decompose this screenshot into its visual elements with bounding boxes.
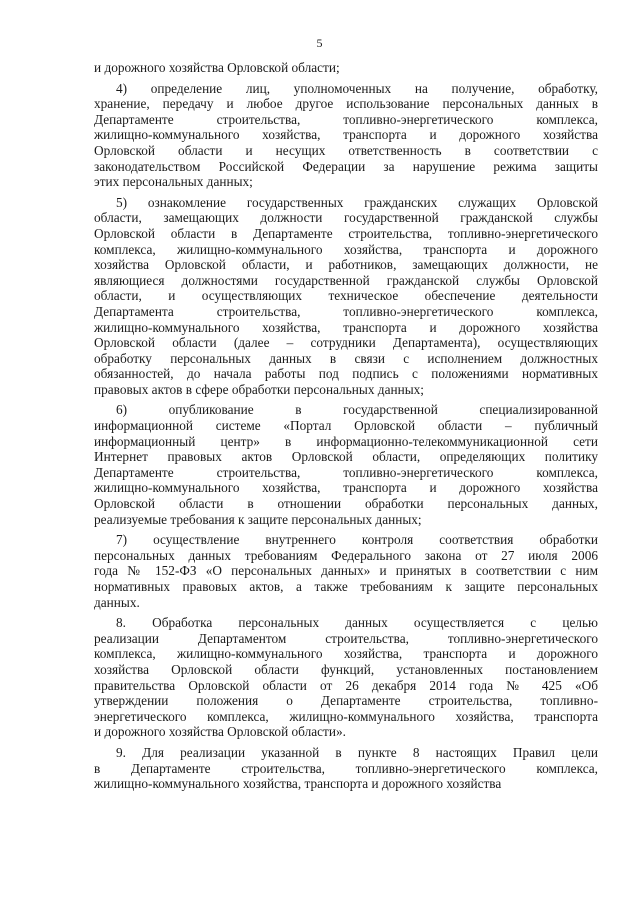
text-line: 4) определение лиц, уполномоченных на получение, обработку, (116, 80, 598, 96)
text-line: хозяйства Орловской области, и работников, замещающих должности, не (94, 257, 598, 273)
text-line: хранение, передачу и любое другое использование персональных данных в (94, 96, 598, 112)
text-line: информационный центр» в информационно-телекоммуникационной сети (94, 433, 598, 449)
text-line: области, и осуществляющих техническое обеспечение деятельности (94, 288, 598, 304)
text-line: 8. Обработка персональных данных осуществляется с целью (116, 615, 598, 631)
text-line: информационной системе «Портал Орловской области – публичный (94, 418, 598, 434)
paragraph (94, 745, 598, 792)
text-line: являющиеся должностями государственной гражданской службы Орловской (94, 272, 598, 288)
text-line: жилищно-коммунального хозяйства, транспорта и дорожного хозяйства (94, 319, 598, 335)
text-line: реализации Департаментом строительства, топливно-энергетического (94, 630, 598, 646)
text-line: нормативных правовых актов, а также требованиям к защите персональных (94, 579, 598, 594)
text-line: Орловской области в отношении обработки персональных данных, (94, 496, 598, 512)
document-body (94, 60, 598, 797)
paragraph (94, 60, 598, 76)
text-line: Орловской области в Департаменте строительства, топливно-энергетического (94, 225, 598, 241)
text-line: правительства Орловской области от 26 декабря 2014 года № 425 «Об (94, 677, 598, 693)
text-line: Департаменте строительства, топливно-энергетического комплекса, (94, 111, 598, 127)
text-line: и дорожного хозяйства Орловской области; (94, 60, 340, 75)
text-line: жилищно-коммунального хозяйства, транспорта и дорожного хозяйства (94, 127, 598, 143)
text-line: жилищно-коммунального хозяйства, транспорта и дорожного хозяйства (94, 776, 502, 792)
paragraph (94, 402, 598, 527)
text-line: года № 152-ФЗ «О персональных данных» и принятых в соответствии с ним (94, 563, 598, 579)
text-line: данных. (94, 594, 140, 610)
text-line: Департамента строительства, топливно-энергетического комплекса, (94, 303, 598, 319)
paragraph (94, 81, 598, 190)
text-line: и дорожного хозяйства Орловской области». (94, 724, 346, 740)
text-line: обязанностей, до начала работы под подпись с положениями нормативных (94, 366, 598, 382)
text-line: правовых актов в сфере обработки персональных данных; (94, 381, 424, 397)
text-line: 6) опубликование в государственной специализированной (116, 402, 598, 418)
text-line: комплекса, жилищно-коммунального хозяйства, транспорта и дорожного (94, 241, 598, 257)
text-line: области, замещающих должности государственной гражданской службы (94, 210, 598, 226)
paragraph (94, 615, 598, 740)
text-line: обработку персональных данных в связи с исполнением должностных (94, 350, 598, 366)
text-line: жилищно-коммунального хозяйства, транспорта и дорожного хозяйства (94, 480, 598, 496)
page-number: 5 (316, 36, 323, 50)
text-line: комплекса, жилищно-коммунального хозяйства, транспорта и дорожного (94, 646, 598, 662)
text-line: утверждении положения о Департаменте строительства, топливно- (94, 693, 598, 709)
text-line: законодательством Российской Федерации за нарушение режима защиты (94, 158, 598, 174)
text-line: 7) осуществление внутреннего контроля соответствия обработки (116, 532, 598, 548)
text-line: 5) ознакомление государственных гражданских служащих Орловской (116, 194, 598, 210)
text-line: этих персональных данных; (94, 174, 253, 190)
text-line: персональных данных требованиям Федерального закона от 27 июля 2006 (94, 547, 598, 563)
text-line: 9. Для реализации указанной в пункте 8 настоящих Правил цели (116, 744, 598, 760)
text-line: энергетического комплекса, жилищно-коммунального хозяйства, транспорта (94, 708, 598, 724)
paragraph (94, 195, 598, 398)
text-line: Орловской области (далее – сотрудники Департамента), осуществляющих (94, 335, 598, 351)
paragraph (94, 532, 598, 610)
text-line: хозяйства Орловской области функций, установленных постановлением (94, 661, 598, 677)
text-line: Интернет правовых актов Орловской области, определяющих политику (94, 449, 598, 465)
text-line: Орловской области и несущих ответственность в соответствии с (94, 142, 598, 158)
text-line: реализуемые требования к защите персональных данных; (94, 511, 422, 527)
text-line: в Департаменте строительства, топливно-энергетического комплекса, (94, 760, 598, 776)
text-line: Департаменте строительства, топливно-энергетического комплекса, (94, 464, 598, 480)
